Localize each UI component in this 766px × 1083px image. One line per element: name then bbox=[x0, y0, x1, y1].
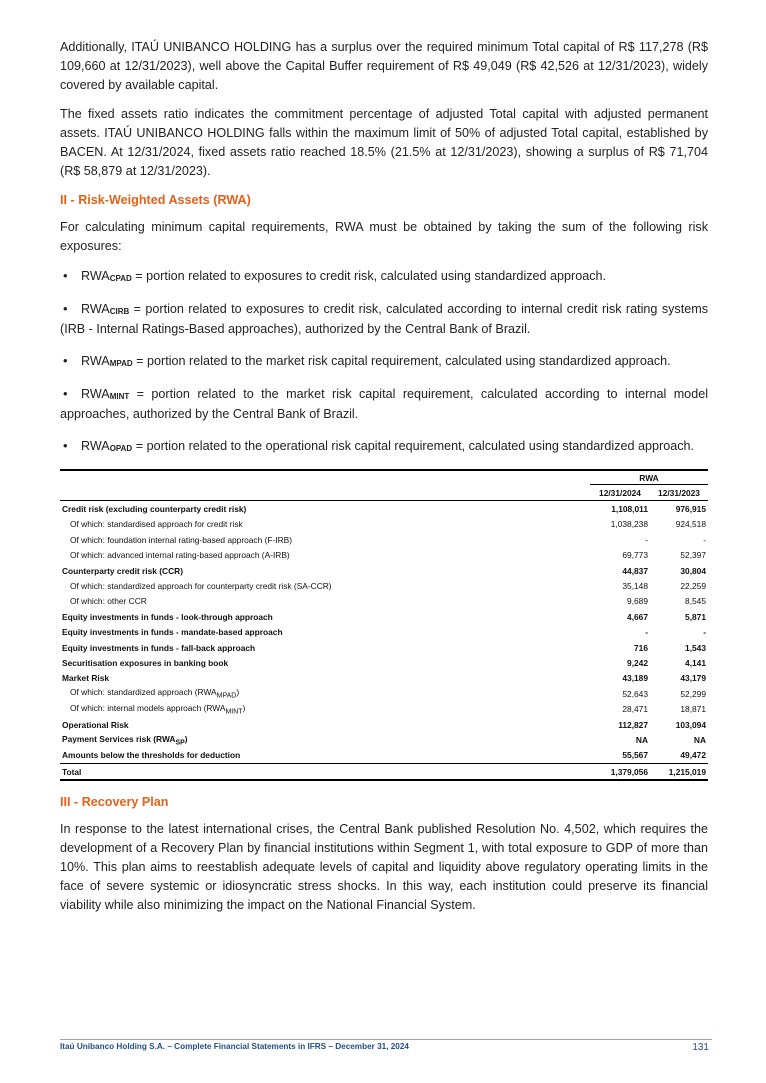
table-row bbox=[60, 609, 708, 624]
value-2024: 35,148 bbox=[622, 581, 648, 592]
value-2024: 69,773 bbox=[622, 550, 648, 561]
value-2024: 43,189 bbox=[622, 673, 648, 684]
column-header-2023: 12/31/2023 bbox=[650, 485, 708, 501]
table-row bbox=[60, 640, 708, 655]
bullet-dot-icon: • bbox=[63, 438, 68, 453]
value-2023: - bbox=[703, 627, 706, 638]
value-2023: - bbox=[703, 534, 706, 545]
row-label: Payment Services risk $(RWA_{SP})$ bbox=[62, 733, 188, 747]
table-row bbox=[60, 517, 708, 532]
row-label: Of which: standardized approach $(RWA_{MPAD})$ bbox=[70, 687, 240, 701]
value-2023: 976,915 bbox=[675, 504, 706, 515]
value-2024: - bbox=[645, 534, 648, 545]
row-label: Of which: standardised approach for credit risk bbox=[70, 519, 243, 530]
row-label: Amounts below the thresholds for deduction bbox=[62, 750, 241, 761]
table-group-header-row bbox=[60, 470, 708, 485]
value-2023: 30,804 bbox=[680, 565, 706, 576]
table-body bbox=[60, 501, 708, 781]
row-label: Total bbox=[60, 764, 590, 781]
value-2024: 1,038,238 bbox=[610, 519, 648, 530]
paragraph-recovery-plan: In response to the latest international crises, the Central Bank published Resolution No. 4,502, which requires the development of a Recovery Plan by financial institutions within Segment 1, with total exposure to GDP of more than 10%. This plan aims to reestablish adequate levels of capital and liquidity above regulatory operating limits in the face of severe systemic or idiosyncratic stress shocks. In this way, each institution could preserve its financial viability while also minimizing the impact on the National Financial System. bbox=[60, 822, 708, 913]
section-title-rwa: II - Risk-Weighted Assets (RWA) bbox=[60, 193, 251, 207]
value-2023: 18,871 bbox=[680, 704, 706, 715]
paragraph-fixed-assets-ratio: The fixed assets ratio indicates the commitment percentage of adjusted Total capital with adjusted permanent assets. ITAÚ UNIBANCO HOLDING falls within the maximum limit of 50% of adjusted Total capital, established by BACEN. At 12/31/2024, fixed assets ratio reached 18.5% (21.5% at 12/31/2023), showing a surplus of R$ 71,704 (R$ 58,879 at 12/31/2023). bbox=[60, 107, 708, 178]
value-2023: 8,545 bbox=[685, 596, 706, 607]
row-label: Counterparty credit risk (CCR) bbox=[62, 565, 183, 576]
value-2024: 55,567 bbox=[622, 750, 648, 761]
value-2023: 4,141 bbox=[685, 657, 706, 668]
footer-text: Itaú Unibanco Holding S.A. – Complete Financial Statements in IFRS – December 31, 2024 bbox=[60, 1042, 409, 1051]
table-row bbox=[60, 578, 708, 593]
table-row bbox=[60, 748, 708, 764]
bullet-dot-icon: • bbox=[63, 301, 68, 316]
row-label: Equity investments in funds - look-through approach bbox=[62, 611, 273, 622]
row-label: Of which: other CCR bbox=[70, 596, 147, 607]
table-date-header-row bbox=[60, 485, 708, 501]
value-2023: 49,472 bbox=[680, 750, 706, 761]
table-row bbox=[60, 532, 708, 547]
row-label: Of which: standardized approach for counterparty credit risk (SA-CCR) bbox=[70, 581, 332, 592]
value-2023: 52,299 bbox=[680, 688, 706, 699]
row-label: Of which: advanced internal rating-based approach (A-IRB) bbox=[70, 550, 290, 561]
value-2023: 1,215,019 bbox=[650, 764, 708, 781]
value-2023: 924,518 bbox=[675, 519, 706, 530]
bullet-rwa-cpad: • RWACPAD = portion related to exposures to credit risk, calculated using standardized approach. bbox=[60, 266, 708, 287]
table-row bbox=[60, 686, 708, 701]
bullet-rwa-mpad: • RWAMPAD = portion related to the market risk capital requirement, calculated using standardized approach. bbox=[60, 351, 708, 372]
table-row bbox=[60, 671, 708, 686]
bullet-rwa-mint: • RWAMINT = portion related to the market risk capital requirement, calculated according to internal model approaches, authorized by the Central Bank of Brazil. bbox=[60, 386, 708, 421]
value-2024: 4,667 bbox=[627, 611, 648, 622]
value-2024: 9,242 bbox=[627, 657, 648, 668]
table-row bbox=[60, 594, 708, 609]
table-row bbox=[60, 764, 708, 781]
value-2023: NA bbox=[693, 734, 706, 745]
row-label: Market Risk bbox=[62, 673, 110, 684]
paragraph-capital-surplus: Additionally, ITAÚ UNIBANCO HOLDING has a surplus over the required minimum Total capital of R$ 117,278 (R$ 109,660 at 12/31/2023), well above the Capital Buffer requirement of R$ 49,049 (R$ 42,526 at 12/31/2023), widely covered by available capital. bbox=[60, 40, 708, 92]
table-row bbox=[60, 625, 708, 640]
column-header-2024: 12/31/2024 bbox=[590, 485, 650, 501]
bullet-rwa-opad: • RWAOPAD = portion related to the operational risk capital requirement, calculated using standardized approach. bbox=[60, 436, 708, 457]
value-2023: 103,094 bbox=[675, 719, 706, 730]
value-2024: 112,827 bbox=[618, 719, 648, 730]
table-row bbox=[60, 732, 708, 747]
value-2024: 9,689 bbox=[627, 596, 648, 607]
bullet-rwa-cirb: • RWACIRB = portion related to exposures to credit risk, calculated according to internal credit risk rating systems (IRB - Internal Ratings-Based approaches), authorized by the Central Bank of Brazil. bbox=[60, 301, 708, 336]
value-2024: - bbox=[645, 627, 648, 638]
table-group-header: RWA bbox=[590, 470, 708, 485]
value-2024: 1,108,011 bbox=[611, 504, 648, 515]
document-page bbox=[60, 38, 708, 925]
table-row bbox=[60, 717, 708, 732]
value-2024: 28,471 bbox=[622, 704, 648, 715]
value-2023: 43,179 bbox=[680, 673, 706, 684]
table-row bbox=[60, 501, 708, 517]
row-label: Equity investments in funds - mandate-based approach bbox=[62, 627, 283, 638]
value-2024: 52,643 bbox=[622, 688, 648, 699]
section-title-recovery-plan: III - Recovery Plan bbox=[60, 795, 169, 810]
paragraph-rwa-intro: For calculating minimum capital requirements, RWA must be obtained by taking the sum of the following risk exposures: bbox=[60, 220, 708, 253]
row-label: Equity investments in funds - fall-back approach bbox=[62, 642, 256, 653]
rwa-table bbox=[60, 469, 708, 781]
value-2023: 52,397 bbox=[680, 550, 706, 561]
row-label: Operational Risk bbox=[62, 719, 129, 730]
table-row bbox=[60, 655, 708, 670]
table-row bbox=[60, 701, 708, 716]
row-label: Securitisation exposures in banking book bbox=[62, 657, 229, 668]
bullet-dot-icon: • bbox=[63, 353, 68, 368]
row-label: Of which: internal models approach $(RWA_{MINT})$ bbox=[70, 702, 246, 716]
row-label: Credit risk (excluding counterparty credit risk) bbox=[62, 504, 247, 515]
rwa-bullet-list bbox=[60, 266, 708, 457]
value-2023: 1,543 bbox=[685, 642, 706, 653]
value-2023: 5,871 bbox=[685, 611, 706, 622]
footer-divider bbox=[60, 1039, 712, 1040]
value-2023: 22,259 bbox=[680, 581, 706, 592]
table-row bbox=[60, 548, 708, 563]
row-label: Of which: foundation internal rating-based approach (F-IRB) bbox=[70, 534, 293, 545]
value-2024: NA bbox=[635, 734, 648, 745]
table-row bbox=[60, 563, 708, 578]
value-2024: 1,379,056 bbox=[590, 764, 650, 781]
value-2024: 716 bbox=[634, 642, 648, 653]
bullet-dot-icon: • bbox=[63, 386, 68, 401]
page-number: 131 bbox=[692, 1042, 709, 1053]
bullet-dot-icon: • bbox=[63, 268, 68, 283]
value-2024: 44,837 bbox=[622, 565, 648, 576]
